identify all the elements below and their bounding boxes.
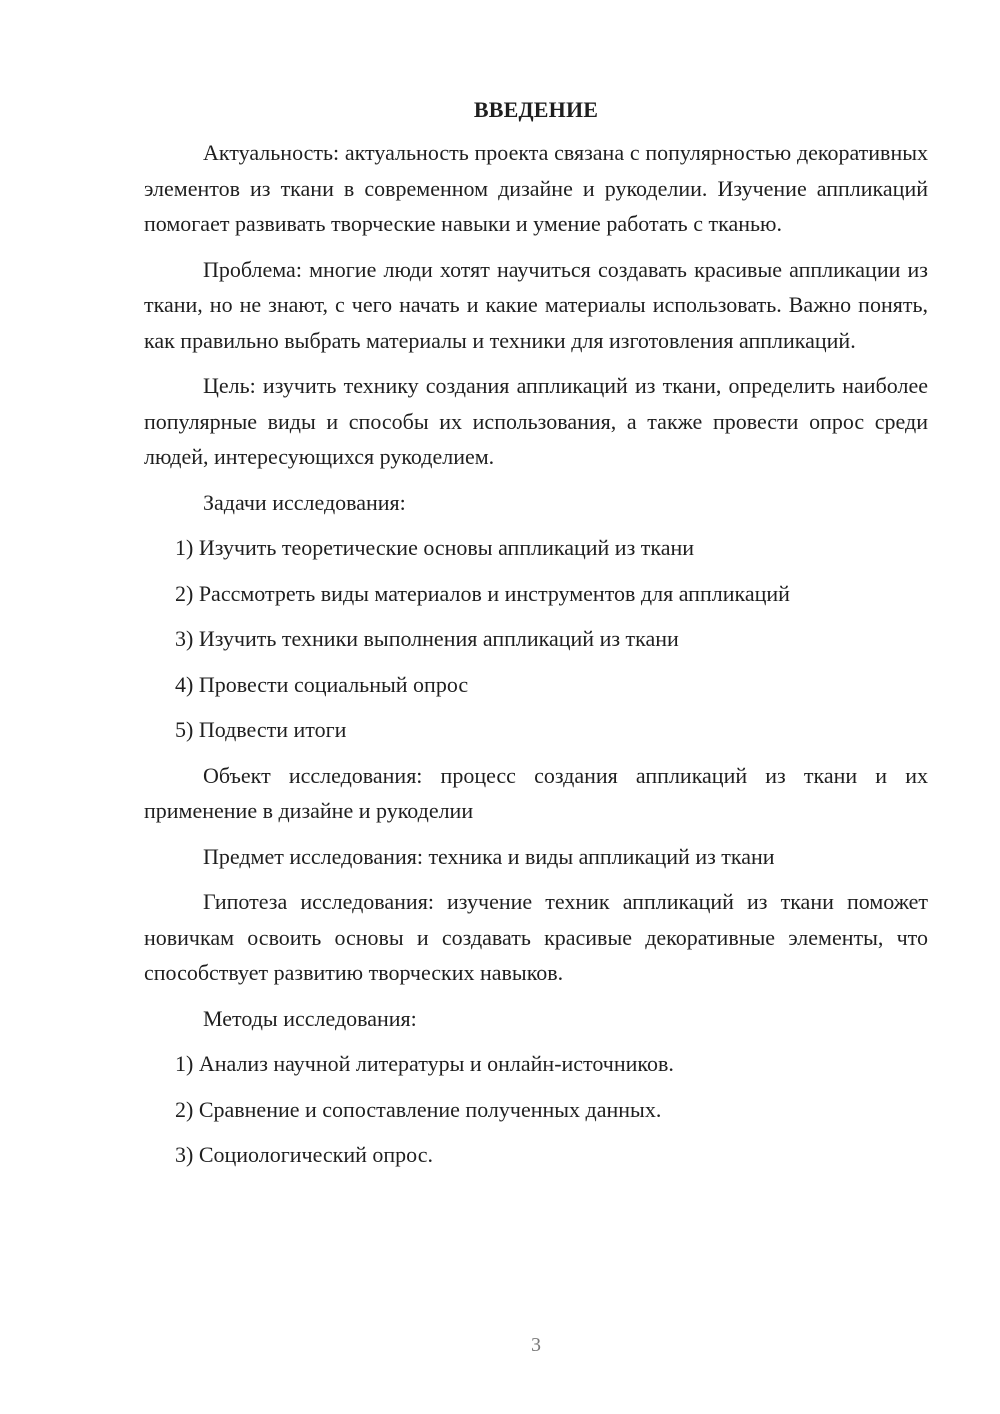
problem-paragraph: Проблема: многие люди хотят научиться создавать красивые аппликации из ткани, но не знают, с чего начать и какие материалы использовать. Важно понять, как правильно выбрать материалы и техники для изготовления аппликаций. [144,256,928,353]
method-item: 2) Сравнение и сопоставление полученных данных. [175,1096,662,1122]
method-item: 1) Анализ научной литературы и онлайн-источников. [175,1051,674,1076]
page-heading: ВВЕДЕНИЕ [473,97,599,122]
goal-paragraph: Цель: изучить технику создания аппликаций из ткани, определить наиболее популярные виды и способы их использования, а также провести опрос среди людей, интересующихся рукоделием. [144,373,928,469]
page-content [144,94,928,1173]
task-item: 5) Подвести итоги [175,717,347,742]
subject-paragraph: Предмет исследования: техника и виды аппликаций из ткани [203,843,775,869]
methods-title: Методы исследования: [203,1005,417,1031]
relevance-paragraph: Актуальность: актуальность проекта связана с популярностью декоративных элементов из ткани в современном дизайне и рукоделии. Изучение аппликаций помогает развивать творческие навыки и умение работать с тканью. [144,140,928,236]
tasks-title: Задачи исследования: [203,489,406,515]
method-item: 3) Социологический опрос. [175,1142,433,1167]
task-item: 3) Изучить техники выполнения аппликаций из ткани [175,626,679,651]
task-item: 4) Провести социальный опрос [175,671,469,697]
task-item: 2) Рассмотреть виды материалов и инструментов для аппликаций [175,580,790,606]
object-paragraph: Объект исследования: процесс создания аппликаций из ткани и их применение в дизайне и рукоделии [144,762,928,823]
page-number: 3 [531,1334,541,1356]
task-item: 1) Изучить теоретические основы аппликаций из ткани [175,535,695,560]
hypothesis-paragraph: Гипотеза исследования: изучение техник аппликаций из ткани поможет новичкам освоить основы и создавать красивые декоративные элементы, что способствует развитию творческих навыков. [144,889,928,985]
